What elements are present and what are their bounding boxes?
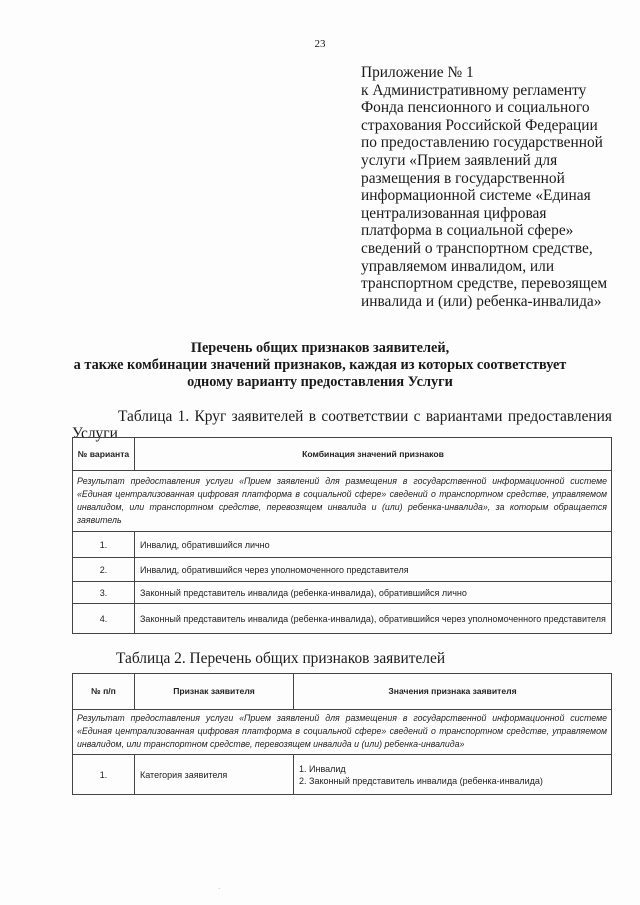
table2-caption: Таблица 2. Перечень общих признаков заявителей	[116, 650, 446, 667]
scan-mark: ·	[218, 885, 221, 893]
appendix-line: по предоставлению государственной	[361, 134, 603, 152]
table1-header-row	[73, 438, 612, 471]
table2-header-num: № п/п	[73, 674, 135, 710]
table2-result-row	[73, 710, 612, 755]
row-text: Инвалид, обратившийся через уполномоченного представителя	[135, 558, 612, 582]
table1-result-text: Результат предоставления услуги «Прием заявлений для размещения в государственной информационной системе «Единая централизованная цифровая платформа в социальной сфере» сведений о транспортном средстве, управляемом инвалидом, или транспортном средстве, перевозящем инвалида и (или) ребенка-инвалида», за которым обращается заявитель	[73, 471, 612, 532]
table-row	[73, 582, 612, 604]
table2	[72, 673, 612, 795]
row-feature: Категория заявителя	[135, 755, 294, 795]
table1-header-variant: № варианта	[73, 438, 135, 471]
heading-line: а также комбинации значений признаков, каждая из которых соответствует	[73, 357, 567, 373]
row-text: Инвалид, обратившийся лично	[135, 532, 612, 558]
value-item: 2. Законный представитель инвалида (ребенка-инвалида)	[299, 775, 543, 786]
appendix-line: централизованная цифровая	[361, 204, 547, 222]
row-values	[294, 755, 612, 795]
value-item: 1. Инвалид	[299, 763, 346, 774]
appendix-line: платформа в социальной сфере»	[361, 222, 574, 240]
appendix-line: инвалида и (или) ребенка-инвалида»	[361, 292, 602, 310]
row-number: 4.	[73, 604, 135, 634]
appendix-line: Приложение № 1	[361, 64, 474, 81]
heading-line: Перечень общих признаков заявителей,	[190, 340, 450, 356]
table2-header-row	[73, 674, 612, 710]
appendix-line: Фонда пенсионного и социального	[361, 99, 590, 117]
table1-caption-line2: Услуги	[72, 425, 118, 442]
appendix-line: услуги «Прием заявлений для	[361, 151, 558, 169]
heading-line: одному варианту предоставления Услуги	[187, 374, 453, 390]
table2-result-text: Результат предоставления услуги «Прием заявлений для размещения в государственной информационной системе «Единая централизованная цифровая платформа в социальной сфере» сведений о транспортном средстве, управляемом инвалидом, или транспортном средстве, перевозящем инвалида и (или) ребенка-инвалида»	[73, 710, 612, 755]
table1-caption-line1: Таблица 1. Круг заявителей в соответствии с вариантами предоставления	[118, 408, 612, 425]
page-number: 23	[314, 38, 326, 50]
table2-header-values: Значения признака заявителя	[294, 674, 612, 710]
table1-header-combination: Комбинация значений признаков	[135, 438, 612, 471]
section-heading	[50, 340, 590, 391]
appendix-line: к Административному регламенту	[361, 81, 587, 99]
row-number: 3.	[73, 582, 135, 604]
row-text: Законный представитель инвалида (ребенка-инвалида), обратившийся через уполномоченного представителя	[135, 604, 612, 634]
appendix-line: информационной системе «Единая	[361, 187, 591, 205]
row-number: 1.	[73, 532, 135, 558]
table-row	[73, 558, 612, 582]
row-number: 1.	[73, 755, 135, 795]
table1-result-row	[73, 471, 612, 532]
row-text: Законный представитель инвалида (ребенка-инвалида), обратившийся лично	[135, 582, 612, 604]
appendix-line: управляемом инвалидом, или	[361, 257, 555, 275]
appendix-line: размещения в государственной	[361, 169, 565, 187]
appendix-line: транспортном средстве, перевозящем	[361, 275, 608, 293]
row-number: 2.	[73, 558, 135, 582]
appendix-line: страхования Российской Федерации	[361, 116, 598, 134]
appendix-block	[361, 64, 616, 310]
appendix-line: сведений о транспортном средстве,	[361, 239, 593, 257]
table2-header-feature: Признак заявителя	[135, 674, 294, 710]
table1	[72, 437, 612, 634]
table-row	[73, 755, 612, 795]
table-row	[73, 604, 612, 634]
table-row	[73, 532, 612, 558]
